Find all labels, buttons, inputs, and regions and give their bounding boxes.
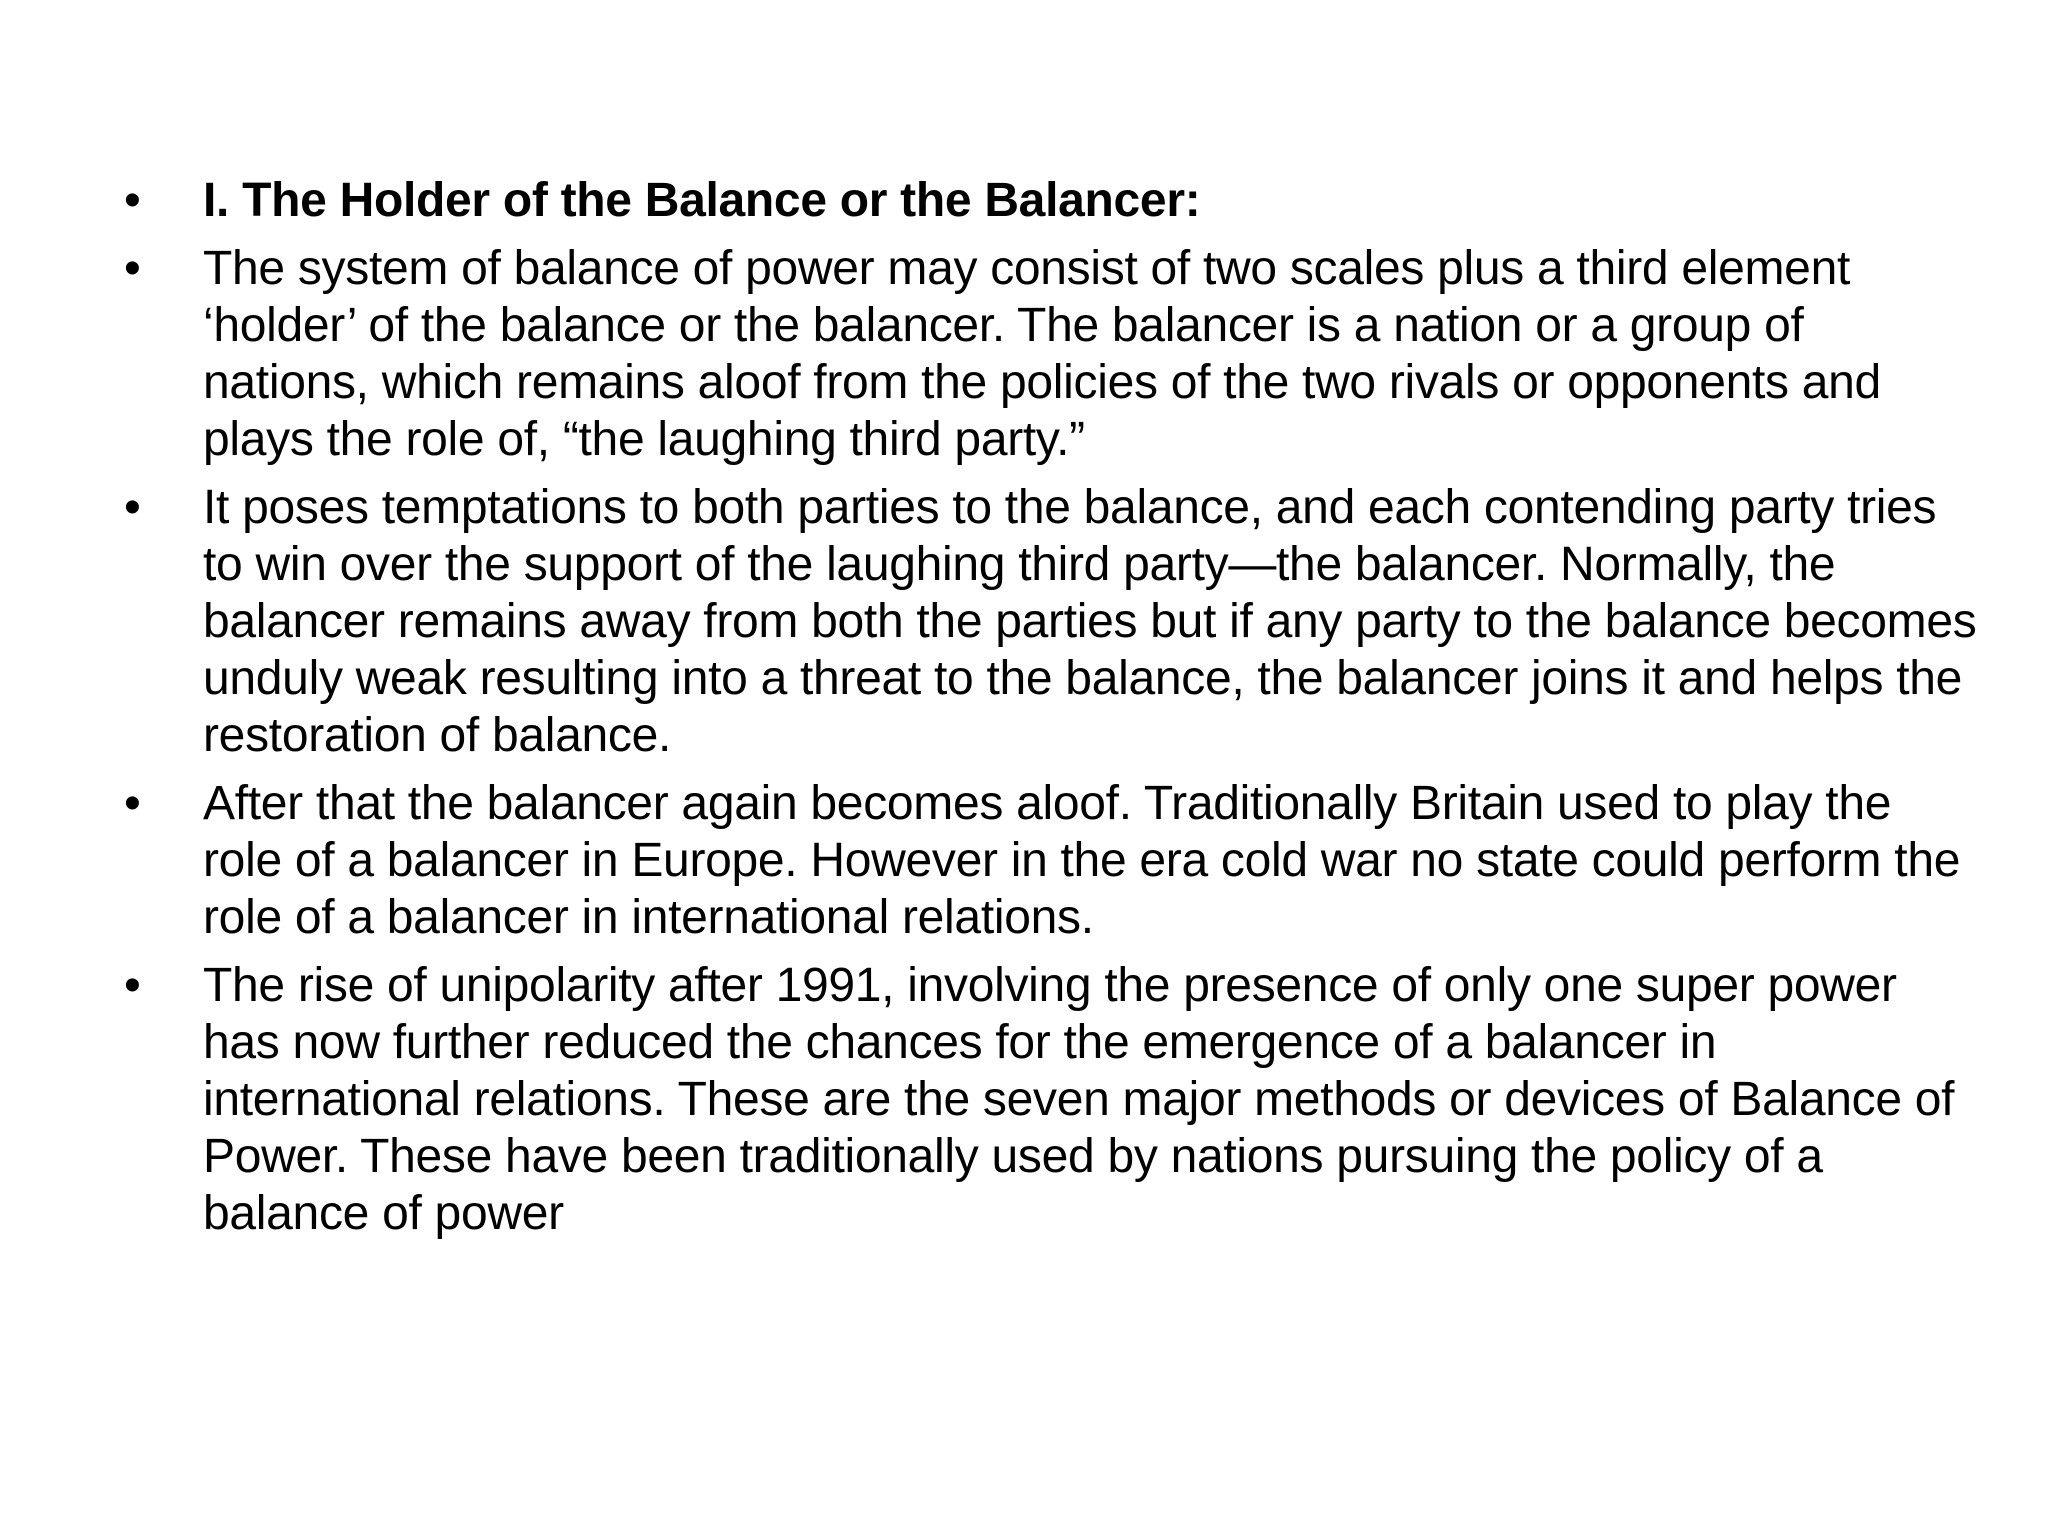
bullet-dot-icon: • (124, 174, 141, 227)
bullet-item (118, 957, 1978, 1242)
bullet-text: The rise of unipolarity after 1991, involving the presence of only one super power has now further reduced the chances for the emergence of a balancer in international relations. These are the seven major methods or devices of Balance of Power. These have been traditionally used by nations pursuing the policy of a balance of power (203, 959, 1955, 1240)
bullet-dot-icon: • (124, 777, 141, 830)
bullet-item (118, 775, 1978, 946)
bullet-item (118, 240, 1978, 468)
bullet-text: After that the balancer again becomes aloof. Traditionally Britain used to play the role of a balancer in Europe. However in the era cold war no state could perform the role of a balancer in international relations. (203, 777, 1961, 944)
bullet-dot-icon: • (124, 242, 141, 295)
bullet-text: It poses temptations to both parties to the balance, and each contending party tries to win over the support of the laughing third party—the balancer. Normally, the balancer remains away from both the parties but if any party to the balance becomes unduly weak resulting into a threat to the balance, the balancer joins it and helps the restoration of balance. (203, 481, 1977, 762)
bullet-item (118, 479, 1978, 764)
bullet-dot-icon: • (124, 481, 141, 534)
bullet-text: The system of balance of power may consist of two scales plus a third element ‘holder’ of the balance or the balancer. The balancer is a nation or a group of nations, which remains aloof from the policies of the two rivals or opponents and plays the role of, “the laughing third party.” (203, 242, 1881, 466)
bullet-item-heading (118, 172, 1978, 229)
bullet-list (118, 172, 1978, 1253)
bullet-dot-icon: • (124, 959, 141, 1012)
heading-text: I. The Holder of the Balance or the Balancer: (203, 174, 1201, 227)
